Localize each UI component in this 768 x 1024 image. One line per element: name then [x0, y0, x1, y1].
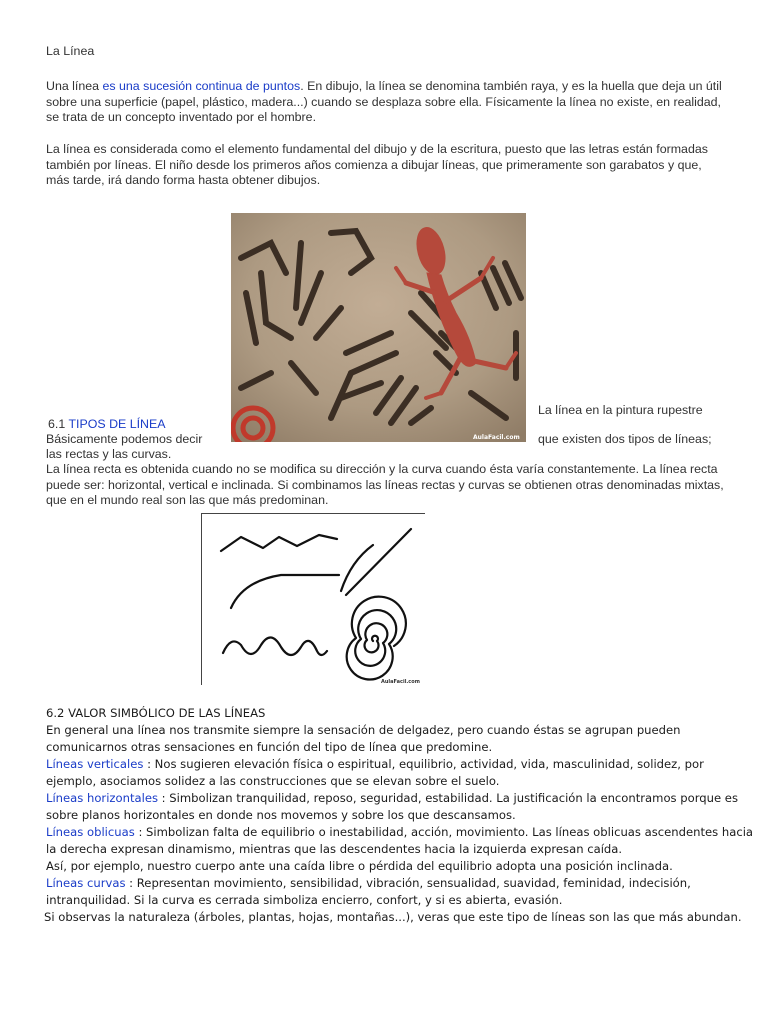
fundamental-paragraph: La línea es considerada como el elemento fundamental del dibujo y de la escritura, puesto que las letras están formadas también por líneas. El niño desde los primeros años comienza a dibujar líneas, que primeramente son garabatos y que, más tarde, irá dando forma hasta obtener dibujos. — [46, 142, 708, 188]
section-6-1-continuation: las rectas y las curvas. — [46, 447, 172, 461]
oblique-lines-line-1 — [46, 824, 754, 841]
intro-text-before: Una línea — [46, 79, 103, 93]
closing-line: Si observas la naturaleza (árboles, plantas, hojas, montañas...), veras que este tipo de líneas son las que más abundan. — [44, 910, 742, 924]
section-6-2-heading: 6.2 VALOR SIMBÓLICO DE LAS LÍNEAS — [46, 706, 266, 720]
section-6-2 — [44, 705, 754, 926]
page-title: La Línea — [46, 44, 95, 58]
section-6-1-number: 6.1 — [48, 417, 69, 431]
line-types-image — [201, 513, 425, 685]
vertical-lines-keyword: Líneas verticales — [46, 757, 144, 771]
horizontal-lines-text-1: : Simbolizan tranquilidad, reposo, seguridad, estabilidad. La justificación la encontramos porque es — [158, 791, 738, 805]
sucesion-puntos-link[interactable]: es una sucesión continua de puntos — [102, 79, 301, 93]
curved-lines-line-1 — [46, 875, 726, 892]
oblique-lines-text-1: : Simbolizan falta de equilibrio o inestabilidad, acción, movimiento. Las líneas oblicuas ascendentes hacia — [134, 825, 754, 839]
intro-line-2: comunicarnos otras sensaciones en función del tipo de línea que predomine. — [46, 740, 493, 754]
image2-watermark: AulaFacil.com — [381, 679, 420, 685]
cave-painting-caption: La línea en la pintura rupestre — [538, 403, 703, 417]
vertical-lines-text-1: : Nos sugieren elevación física o espiritual, equilibrio, actividad, vida, masculinidad, solidez, por — [143, 757, 704, 771]
oblique-lines-keyword: Líneas oblicuas — [46, 825, 135, 839]
intro-paragraph — [46, 79, 728, 126]
intro-text-after: . En dibujo, la línea se denomina también raya, y es la huella que deja un útil sobre una superficie (papel, plástico, madera...) cuando se desplaza sobre ella. Físicamente la línea no existe, en realidad, se trata de un concepto inventado por el hombre. — [46, 79, 722, 125]
tipos-de-linea-link[interactable]: TIPOS DE LÍNEA — [68, 417, 166, 431]
curved-lines-text-1: : Representan movimiento, sensibilidad, vibración, sensualidad, suavidad, feminidad, indecisión, — [125, 876, 691, 890]
section-6-1-paragraph: La línea recta es obtenida cuando no se modifica su dirección y la curva cuando ésta varía constantemente. La línea recta puede ser: horizontal, vertical e inclinada. Si combinamos las líneas rectas y curvas se obtienen otras denominadas mixtas, que en el mundo real son las que más predominan. — [46, 462, 724, 508]
cave-painting-image — [231, 213, 526, 442]
section-6-1-right-text: que existen dos tipos de líneas; — [538, 432, 712, 446]
oblique-lines-line-3: Así, por ejemplo, nuestro cuerpo ante una caída libre o pérdida del equilibrio adopta una posición inclinada. — [46, 859, 673, 873]
horizontal-lines-line-2: sobre planos horizontales en donde nos movemos y sobre los que descansamos. — [46, 808, 516, 822]
section-6-1-heading — [48, 417, 166, 433]
vertical-lines-line-2: ejemplo, asociamos solidez a las construcciones que se elevan sobre el suelo. — [46, 774, 500, 788]
image1-watermark: AulaFacil.com — [473, 434, 520, 441]
oblique-lines-line-2: la derecha expresan dinamismo, mientras que las descendentes hacia la izquierda expresan caída. — [46, 842, 623, 856]
horizontal-lines-line-1 — [46, 790, 738, 807]
curved-lines-keyword: Líneas curvas — [46, 876, 126, 890]
section-6-1-left-text: Básicamente podemos decir — [46, 432, 203, 446]
intro-line-1: En general una línea nos transmite siempre la sensación de delgadez, pero cuando éstas se agrupan pueden — [46, 723, 681, 737]
curved-lines-line-2: intranquilidad. Si la curva es cerrada simboliza encierro, confort, y si es abierta, evasión. — [46, 893, 563, 907]
vertical-lines-line-1 — [46, 756, 726, 773]
horizontal-lines-keyword: Líneas horizontales — [46, 791, 158, 805]
